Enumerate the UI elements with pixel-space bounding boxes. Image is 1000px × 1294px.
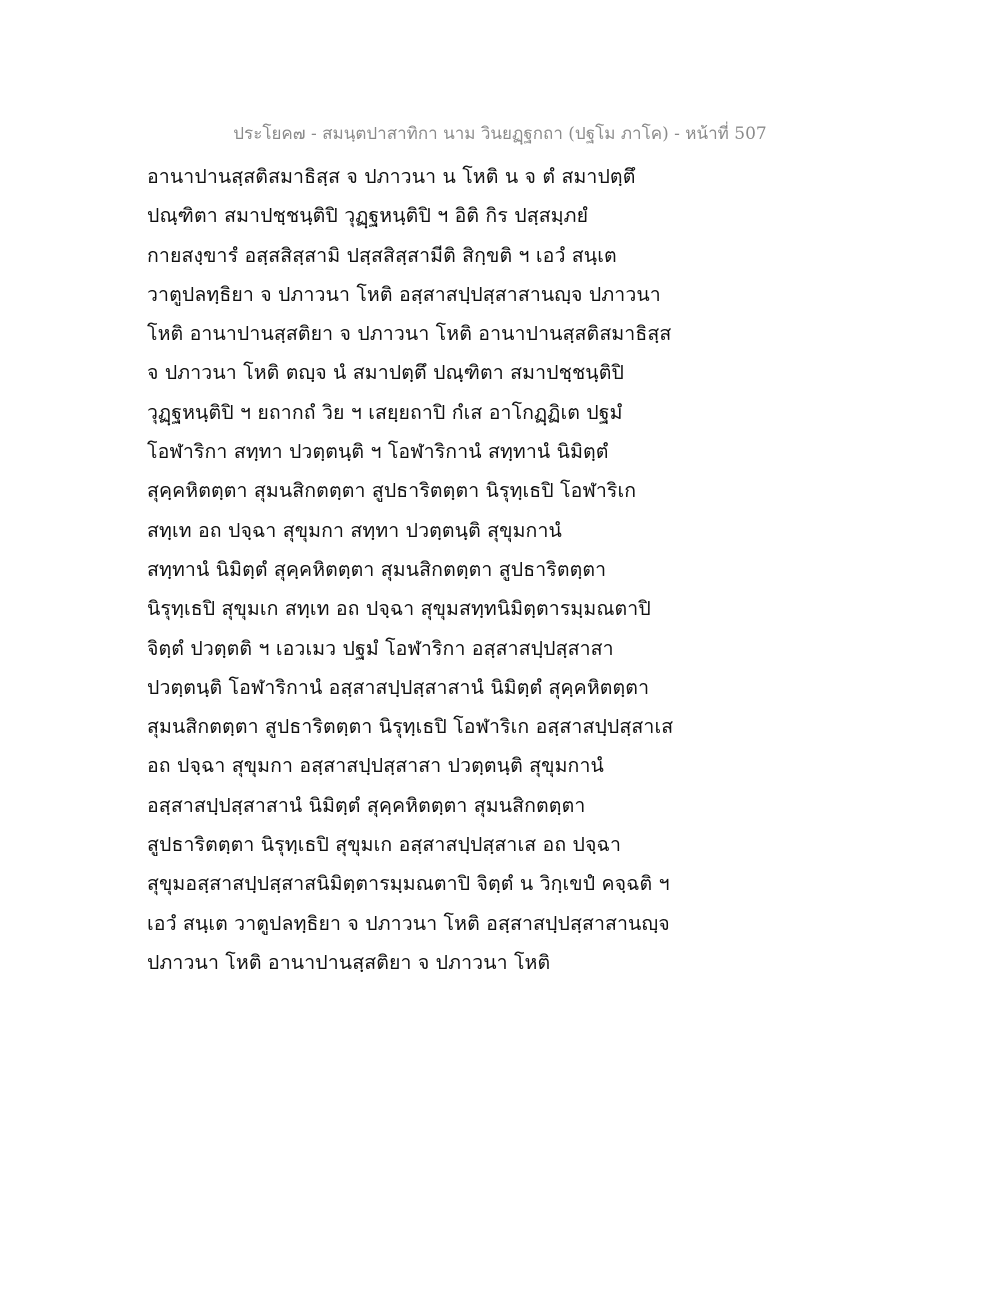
- text-line: วาตูปลทฺธิยา จ ปภาวนา โหติ อสฺสาสปฺปสฺสาสานญฺจ ปภาวนา: [147, 282, 661, 306]
- text-line: สทฺทานํ นิมิตฺตํ สุคฺคหิตตฺตา สุมนสิกตตฺตา สูปธาริตตฺตา: [147, 557, 607, 581]
- text-line: สูปธาริตตฺตา นิรุทฺเธปิ สุขุมเก อสฺสาสปฺปสฺสาเส อถ ปจฺฉา: [147, 833, 621, 857]
- text-line: สทฺเท อถ ปจฺฉา สุขุมกา สทฺทา ปวตฺตนฺติ สุขุมกานํ: [147, 518, 562, 542]
- text-line: ปณฺฑิตา สมาปชฺชนฺติปิ วุฏฺฐหนฺติปิ ฯ อิติ กิร ปสฺสมฺภยํ: [147, 204, 589, 228]
- text-line: จิตฺตํ ปวตฺตติ ฯ เอวเมว ปฐมํ โอฬาริกา อสฺสาสปฺปสฺสาสา: [147, 636, 614, 660]
- body-text: [147, 157, 847, 982]
- running-header: ประโยค๗ - สมนฺตปาสาทิกา นาม วินยฏฺฐกถา (ปฐโม ภาโค) - หน้าที่ 507: [233, 124, 767, 144]
- text-line: เอวํ สนฺเต วาตูปลทฺธิยา จ ปภาวนา โหติ อสฺสาสปฺปสฺสาสานญฺจ: [147, 911, 670, 935]
- text-line: โหติ อานาปานสฺสติยา จ ปภาวนา โหติ อานาปานสฺสติสมาธิสฺส: [147, 322, 672, 346]
- text-line: อสฺสาสปฺปสฺสาสานํ นิมิตฺตํ สุคฺคหิตตฺตา สุมนสิกตตฺตา: [147, 793, 586, 817]
- text-line: กายสงฺขารํ อสฺสสิสฺสามิ ปสฺสสิสฺสามีติ สิกฺขติ ฯ เอวํ สนฺเต: [147, 243, 617, 267]
- text-line: ปภาวนา โหติ อานาปานสฺสติยา จ ปภาวนา โหติ: [147, 950, 551, 974]
- text-line: อถ ปจฺฉา สุขุมกา อสฺสาสปฺปสฺสาสา ปวตฺตนฺติ สุขุมกานํ: [147, 754, 604, 778]
- text-line: ปวตฺตนฺติ โอฬาริกานํ อสฺสาสปฺปสฺสาสานํ นิมิตฺตํ สุคฺคหิตตฺตา: [147, 675, 650, 699]
- text-line: โอฬาริกา สทฺทา ปวตฺตนฺติ ฯ โอฬาริกานํ สทฺทานํ นิมิตฺตํ: [147, 440, 609, 464]
- text-line: วุฏฺฐหนฺติปิ ฯ ยถากถํ วิย ฯ เสยฺยถาปิ กํเส อาโกฏฺฏิเต ปฐมํ: [147, 400, 623, 424]
- text-line: สุคฺคหิตตฺตา สุมนสิกตตฺตา สูปธาริตตฺตา นิรุทฺเธปิ โอฬาริเก: [147, 479, 637, 503]
- text-line: จ ปภาวนา โหติ ตญฺจ นํ สมาปตฺตึ ปณฺฑิตา สมาปชฺชนฺติปิ: [147, 361, 624, 385]
- text-line: สุขุมอสฺสาสปฺปสฺสาสนิมิตฺตารมฺมณตาปิ จิตฺตํ น วิกฺเขปํ คจฺฉติ ฯ: [147, 872, 670, 896]
- text-line: สุมนสิกตตฺตา สูปธาริตตฺตา นิรุทฺเธปิ โอฬาริเก อสฺสาสปฺปสฺสาเส: [147, 715, 674, 739]
- text-line: นิรุทฺเธปิ สุขุมเก สทฺเท อถ ปจฺฉา สุขุมสทฺทนิมิตฺตารมฺมณตาปิ: [147, 597, 651, 621]
- text-line: อานาปานสฺสติสมาธิสฺส จ ปภาวนา น โหติ น จ ตํ สมาปตฺตึ: [147, 165, 636, 188]
